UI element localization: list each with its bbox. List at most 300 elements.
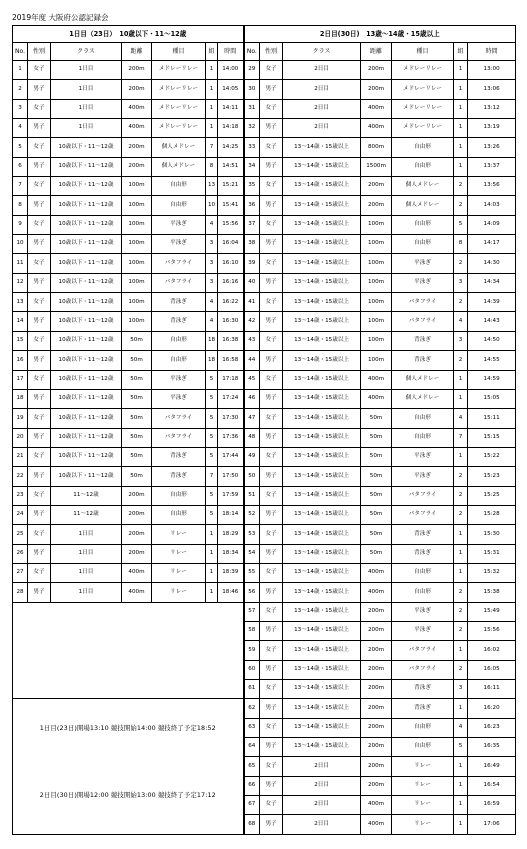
day2-heat-cell: 2 — [454, 660, 468, 679]
day1-gender-cell: 女子 — [28, 486, 51, 505]
day2-heat-cell: 1 — [454, 776, 468, 795]
day1-gender-cell: 男子 — [28, 312, 51, 331]
day1-time-cell: 17:59 — [218, 486, 244, 505]
day2-distance-cell: 200m — [361, 757, 392, 776]
day1-heat-cell: 4 — [206, 293, 218, 312]
day1-heat-cell: 10 — [206, 196, 218, 215]
day1-heat-cell: 18 — [206, 351, 218, 370]
day1-no-cell: 1 — [13, 61, 28, 80]
day2-distance-cell: 1500m — [361, 157, 392, 176]
day2-time-cell: 15:38 — [468, 583, 516, 602]
schedule-row — [13, 602, 516, 621]
column-header-row — [13, 43, 516, 61]
day1-gender-cell: 女子 — [28, 138, 51, 157]
day2-class-cell: 13〜14歳・15歳以上 — [283, 389, 361, 408]
day2-heat-cell: 2 — [454, 486, 468, 505]
day2-col-heat-header: 組 — [454, 43, 468, 61]
day2-event-cell: バタフライ — [392, 312, 454, 331]
day1-gender-cell: 男子 — [28, 428, 51, 447]
day2-event-cell: 平泳ぎ — [392, 602, 454, 621]
day2-event-cell: 自由形 — [392, 583, 454, 602]
day1-heat-cell: 4 — [206, 312, 218, 331]
day1-class-cell: 10歳以下・11〜12歳 — [51, 177, 122, 196]
day2-heat-cell: 5 — [454, 738, 468, 757]
day1-distance-cell: 200m — [122, 61, 152, 80]
schedule-row — [13, 351, 516, 370]
day2-event-cell: 個人メドレー — [392, 389, 454, 408]
day1-gender-cell: 女子 — [28, 331, 51, 350]
day2-time-cell: 16:11 — [468, 680, 516, 699]
day2-time-cell: 16:20 — [468, 699, 516, 718]
day1-class-cell: 11〜12歳 — [51, 505, 122, 524]
day2-class-cell: 13〜14歳・15歳以上 — [283, 699, 361, 718]
day1-gender-cell: 女子 — [28, 525, 51, 544]
day2-distance-cell: 400m — [361, 583, 392, 602]
day2-event-cell: 背泳ぎ — [392, 351, 454, 370]
day1-no-cell: 12 — [13, 273, 28, 292]
day1-class-cell: 1日目 — [51, 525, 122, 544]
day2-time-cell: 13:26 — [468, 138, 516, 157]
day2-no-cell: 51 — [244, 486, 260, 505]
day1-class-cell: 10歳以下・11〜12歳 — [51, 138, 122, 157]
day1-empty-cell — [13, 602, 244, 621]
day2-distance-cell: 200m — [361, 738, 392, 757]
day2-distance-cell: 400m — [361, 815, 392, 835]
day2-no-cell: 31 — [244, 99, 260, 118]
day2-no-cell: 48 — [244, 428, 260, 447]
day2-no-cell: 32 — [244, 119, 260, 138]
day2-time-cell: 13:00 — [468, 61, 516, 80]
day1-event-cell: 自由形 — [152, 351, 206, 370]
day2-gender-cell: 女子 — [260, 409, 283, 428]
day1-event-cell: バタフライ — [152, 409, 206, 428]
day2-distance-cell: 200m — [361, 680, 392, 699]
day2-class-cell: 2日目 — [283, 61, 361, 80]
day1-heat-cell: 1 — [206, 80, 218, 99]
day2-class-cell: 13〜14歳・15歳以上 — [283, 196, 361, 215]
schedule-row — [13, 61, 516, 80]
day2-no-cell: 45 — [244, 370, 260, 389]
day2-no-cell: 67 — [244, 796, 260, 815]
day1-time-cell: 15:41 — [218, 196, 244, 215]
schedule-row — [13, 254, 516, 273]
day1-time-cell: 16:04 — [218, 235, 244, 254]
day1-time-cell: 15:21 — [218, 177, 244, 196]
day1-distance-cell: 200m — [122, 525, 152, 544]
schedule-row — [13, 331, 516, 350]
day2-event-cell: 平泳ぎ — [392, 447, 454, 466]
day1-time-cell: 14:51 — [218, 157, 244, 176]
schedule-row — [13, 486, 516, 505]
schedule-row — [13, 389, 516, 408]
schedule-row — [13, 641, 516, 660]
day1-distance-cell: 100m — [122, 177, 152, 196]
day2-distance-cell: 400m — [361, 796, 392, 815]
day2-heat-cell: 1 — [454, 815, 468, 835]
day1-event-cell: バタフライ — [152, 428, 206, 447]
day1-class-cell: 10歳以下・11〜12歳 — [51, 409, 122, 428]
day1-distance-cell: 200m — [122, 544, 152, 563]
day2-gender-cell: 男子 — [260, 80, 283, 99]
day2-class-cell: 13〜14歳・15歳以上 — [283, 428, 361, 447]
day1-heat-cell: 18 — [206, 331, 218, 350]
day2-class-cell: 13〜14歳・15歳以上 — [283, 370, 361, 389]
day1-distance-cell: 200m — [122, 505, 152, 524]
day2-event-cell: リレー — [392, 815, 454, 835]
day2-heat-cell: 1 — [454, 757, 468, 776]
schedule-row — [13, 80, 516, 99]
day2-class-cell: 13〜14歳・15歳以上 — [283, 583, 361, 602]
day1-no-cell: 14 — [13, 312, 28, 331]
schedule-row — [13, 680, 516, 699]
day1-heat-cell: 8 — [206, 157, 218, 176]
day1-time-cell: 16:58 — [218, 351, 244, 370]
day1-heat-cell: 1 — [206, 99, 218, 118]
day2-no-cell: 61 — [244, 680, 260, 699]
day2-time-cell: 16:05 — [468, 660, 516, 679]
day2-class-cell: 13〜14歳・15歳以上 — [283, 525, 361, 544]
day1-event-cell: リレー — [152, 583, 206, 602]
day2-no-cell: 38 — [244, 235, 260, 254]
day1-time-cell: 14:00 — [218, 61, 244, 80]
day2-heat-cell: 2 — [454, 177, 468, 196]
day2-time-cell: 15:31 — [468, 544, 516, 563]
day2-session-note: 2日目(30日)開場12:00 競技開始13:00 競技終了予定17:12 — [13, 757, 244, 835]
day1-empty-cell — [13, 680, 244, 699]
day2-event-cell: 平泳ぎ — [392, 621, 454, 640]
day1-event-cell: 自由形 — [152, 505, 206, 524]
day1-distance-cell: 50m — [122, 428, 152, 447]
day1-gender-cell: 女子 — [28, 254, 51, 273]
day1-event-cell: 平泳ぎ — [152, 215, 206, 234]
day2-event-cell: 背泳ぎ — [392, 699, 454, 718]
day1-no-cell: 8 — [13, 196, 28, 215]
day2-no-cell: 68 — [244, 815, 260, 835]
day2-no-cell: 50 — [244, 467, 260, 486]
day1-heat-cell: 1 — [206, 61, 218, 80]
day2-event-cell: リレー — [392, 776, 454, 795]
day1-distance-cell: 100m — [122, 196, 152, 215]
day2-time-cell: 14:43 — [468, 312, 516, 331]
schedule-row — [13, 525, 516, 544]
day2-no-cell: 49 — [244, 447, 260, 466]
day2-heat-cell: 2 — [454, 254, 468, 273]
day2-gender-cell: 男子 — [260, 389, 283, 408]
schedule-row — [13, 138, 516, 157]
day1-gender-cell: 男子 — [28, 544, 51, 563]
day2-class-cell: 13〜14歳・15歳以上 — [283, 467, 361, 486]
day1-no-cell: 22 — [13, 467, 28, 486]
day2-event-cell: メドレーリレー — [392, 119, 454, 138]
day2-event-cell: メドレーリレー — [392, 99, 454, 118]
day2-time-cell: 15:30 — [468, 525, 516, 544]
day2-no-cell: 65 — [244, 757, 260, 776]
day1-distance-cell: 400m — [122, 583, 152, 602]
day2-no-cell: 52 — [244, 505, 260, 524]
day1-distance-cell: 50m — [122, 351, 152, 370]
day1-class-cell: 10歳以下・11〜12歳 — [51, 293, 122, 312]
day1-no-cell: 27 — [13, 563, 28, 582]
day1-gender-cell: 男子 — [28, 80, 51, 99]
day2-heat-cell: 7 — [454, 428, 468, 447]
day1-no-cell: 16 — [13, 351, 28, 370]
day1-gender-cell: 女子 — [28, 99, 51, 118]
day1-time-cell: 16:16 — [218, 273, 244, 292]
day2-no-cell: 53 — [244, 525, 260, 544]
day2-time-cell: 14:09 — [468, 215, 516, 234]
day2-no-cell: 62 — [244, 699, 260, 718]
day2-gender-cell: 女子 — [260, 641, 283, 660]
day1-distance-cell: 50m — [122, 447, 152, 466]
day1-distance-cell: 100m — [122, 312, 152, 331]
day1-no-cell: 26 — [13, 544, 28, 563]
day1-no-cell: 6 — [13, 157, 28, 176]
day2-distance-cell: 50m — [361, 447, 392, 466]
day2-distance-cell: 200m — [361, 177, 392, 196]
day2-event-cell: 背泳ぎ — [392, 544, 454, 563]
day1-distance-cell: 400m — [122, 119, 152, 138]
schedule-row — [13, 177, 516, 196]
day1-distance-cell: 50m — [122, 467, 152, 486]
day1-class-cell: 10歳以下・11〜12歳 — [51, 312, 122, 331]
day1-col-distance-header: 距離 — [122, 43, 152, 61]
day2-time-cell: 16:54 — [468, 776, 516, 795]
day1-no-cell: 3 — [13, 99, 28, 118]
day2-event-cell: 自由形 — [392, 563, 454, 582]
day2-event-cell: 背泳ぎ — [392, 525, 454, 544]
day2-gender-cell: 女子 — [260, 177, 283, 196]
day2-time-cell: 15:28 — [468, 505, 516, 524]
day2-class-cell: 13〜14歳・15歳以上 — [283, 351, 361, 370]
day2-col-time-header: 時間 — [468, 43, 516, 61]
schedule-table — [12, 25, 516, 835]
schedule-row — [13, 428, 516, 447]
day2-gender-cell: 女子 — [260, 602, 283, 621]
day1-event-cell: 自由形 — [152, 486, 206, 505]
schedule-body — [13, 26, 516, 835]
day2-gender-cell: 男子 — [260, 273, 283, 292]
day1-gender-cell: 女子 — [28, 370, 51, 389]
day1-col-gender-header: 性別 — [28, 43, 51, 61]
day1-distance-cell: 200m — [122, 486, 152, 505]
day2-heat-cell: 2 — [454, 467, 468, 486]
day2-time-cell: 16:23 — [468, 718, 516, 737]
document-title: 2019年度 大阪府公認記録会 — [12, 13, 109, 22]
day1-class-cell: 10歳以下・11〜12歳 — [51, 196, 122, 215]
schedule-row — [13, 583, 516, 602]
day2-event-cell: 自由形 — [392, 409, 454, 428]
day1-gender-cell: 女子 — [28, 293, 51, 312]
day2-col-distance-header: 距離 — [361, 43, 392, 61]
day2-gender-cell: 女子 — [260, 447, 283, 466]
day2-heat-cell: 2 — [454, 505, 468, 524]
schedule-row — [13, 757, 516, 776]
day2-event-cell: バタフライ — [392, 293, 454, 312]
day2-gender-cell: 男子 — [260, 660, 283, 679]
day2-gender-cell: 男子 — [260, 312, 283, 331]
schedule-row — [13, 621, 516, 640]
day1-no-cell: 24 — [13, 505, 28, 524]
day1-event-cell: バタフライ — [152, 273, 206, 292]
day1-class-cell: 10歳以下・11〜12歳 — [51, 273, 122, 292]
day1-gender-cell: 男子 — [28, 389, 51, 408]
schedule-row — [13, 99, 516, 118]
day2-heat-cell: 3 — [454, 331, 468, 350]
day1-event-cell: メドレーリレー — [152, 61, 206, 80]
day2-col-gender-header: 性別 — [260, 43, 283, 61]
day2-distance-cell: 200m — [361, 602, 392, 621]
day1-no-cell: 19 — [13, 409, 28, 428]
day1-heat-cell: 5 — [206, 389, 218, 408]
day2-no-cell: 41 — [244, 293, 260, 312]
day1-class-cell: 1日目 — [51, 99, 122, 118]
day2-heat-cell: 3 — [454, 273, 468, 292]
day2-distance-cell: 50m — [361, 467, 392, 486]
day2-gender-cell: 女子 — [260, 61, 283, 80]
day2-time-cell: 17:06 — [468, 815, 516, 835]
day1-class-cell: 1日目 — [51, 61, 122, 80]
day2-time-cell: 15:32 — [468, 563, 516, 582]
day2-heat-cell: 4 — [454, 409, 468, 428]
day2-event-cell: 個人メドレー — [392, 177, 454, 196]
day2-distance-cell: 50m — [361, 505, 392, 524]
day2-distance-cell: 400m — [361, 119, 392, 138]
day2-gender-cell: 女子 — [260, 486, 283, 505]
day2-distance-cell: 100m — [361, 312, 392, 331]
day2-time-cell: 14:39 — [468, 293, 516, 312]
day1-heat-cell: 1 — [206, 544, 218, 563]
day1-gender-cell: 女子 — [28, 177, 51, 196]
day2-col-no-header: No. — [244, 43, 260, 61]
day1-no-cell: 15 — [13, 331, 28, 350]
day2-gender-cell: 女子 — [260, 99, 283, 118]
day1-gender-cell: 男子 — [28, 196, 51, 215]
day2-event-cell: 自由形 — [392, 215, 454, 234]
day2-no-cell: 29 — [244, 61, 260, 80]
day1-time-cell: 18:34 — [218, 544, 244, 563]
day1-gender-cell: 男子 — [28, 351, 51, 370]
day1-class-cell: 1日目 — [51, 80, 122, 99]
day2-no-cell: 60 — [244, 660, 260, 679]
day1-header: 1日目（23日） 10歳以下・11〜12歳 — [13, 26, 244, 43]
day1-distance-cell: 200m — [122, 157, 152, 176]
day2-heat-cell: 8 — [454, 235, 468, 254]
day2-time-cell: 15:25 — [468, 486, 516, 505]
schedule-row — [13, 273, 516, 292]
day2-gender-cell: 男子 — [260, 738, 283, 757]
day2-heat-cell: 1 — [454, 119, 468, 138]
day1-time-cell: 14:18 — [218, 119, 244, 138]
day2-heat-cell: 4 — [454, 718, 468, 737]
schedule-row — [13, 196, 516, 215]
day2-class-cell: 13〜14歳・15歳以上 — [283, 680, 361, 699]
day2-distance-cell: 200m — [361, 61, 392, 80]
day2-no-cell: 44 — [244, 351, 260, 370]
day1-heat-cell: 7 — [206, 138, 218, 157]
day1-gender-cell: 女子 — [28, 409, 51, 428]
day2-distance-cell: 100m — [361, 215, 392, 234]
day1-class-cell: 10歳以下・11〜12歳 — [51, 157, 122, 176]
day2-event-cell: 自由形 — [392, 718, 454, 737]
day2-no-cell: 34 — [244, 157, 260, 176]
day1-time-cell: 16:38 — [218, 331, 244, 350]
day2-class-cell: 13〜14歳・15歳以上 — [283, 602, 361, 621]
day2-heat-cell: 1 — [454, 99, 468, 118]
day1-class-cell: 10歳以下・11〜12歳 — [51, 467, 122, 486]
schedule-row — [13, 293, 516, 312]
day2-class-cell: 13〜14歳・15歳以上 — [283, 235, 361, 254]
day2-class-cell: 13〜14歳・15歳以上 — [283, 157, 361, 176]
schedule-row — [13, 157, 516, 176]
day2-gender-cell: 女子 — [260, 757, 283, 776]
schedule-row — [13, 119, 516, 138]
day1-class-cell: 1日目 — [51, 119, 122, 138]
day2-gender-cell: 女子 — [260, 796, 283, 815]
day1-no-cell: 18 — [13, 389, 28, 408]
day1-no-cell: 9 — [13, 215, 28, 234]
day2-no-cell: 64 — [244, 738, 260, 757]
day1-empty-cell — [13, 641, 244, 660]
day1-time-cell: 18:39 — [218, 563, 244, 582]
day2-distance-cell: 400m — [361, 370, 392, 389]
day2-event-cell: 自由形 — [392, 157, 454, 176]
day1-no-cell: 7 — [13, 177, 28, 196]
day2-no-cell: 59 — [244, 641, 260, 660]
day2-gender-cell: 女子 — [260, 525, 283, 544]
day2-distance-cell: 50m — [361, 486, 392, 505]
day1-distance-cell: 200m — [122, 138, 152, 157]
day1-distance-cell: 50m — [122, 370, 152, 389]
day1-event-cell: リレー — [152, 525, 206, 544]
day1-gender-cell: 女子 — [28, 447, 51, 466]
day2-time-cell: 16:35 — [468, 738, 516, 757]
day2-no-cell: 57 — [244, 602, 260, 621]
day2-class-cell: 13〜14歳・15歳以上 — [283, 273, 361, 292]
schedule-row — [13, 467, 516, 486]
day1-no-cell: 5 — [13, 138, 28, 157]
day2-distance-cell: 100m — [361, 273, 392, 292]
day2-heat-cell: 1 — [454, 157, 468, 176]
day2-gender-cell: 男子 — [260, 544, 283, 563]
day2-class-cell: 2日目 — [283, 757, 361, 776]
day1-no-cell: 13 — [13, 293, 28, 312]
day2-class-cell: 2日目 — [283, 796, 361, 815]
schedule-row — [13, 447, 516, 466]
day2-distance-cell: 200m — [361, 699, 392, 718]
day1-event-cell: メドレーリレー — [152, 80, 206, 99]
day1-class-cell: 10歳以下・11〜12歳 — [51, 254, 122, 273]
day2-class-cell: 2日目 — [283, 815, 361, 835]
day2-class-cell: 13〜14歳・15歳以上 — [283, 447, 361, 466]
day2-class-cell: 2日目 — [283, 80, 361, 99]
day1-event-cell: メドレーリレー — [152, 99, 206, 118]
day1-event-cell: 背泳ぎ — [152, 293, 206, 312]
day2-class-cell: 2日目 — [283, 776, 361, 795]
day2-col-class-header: クラス — [283, 43, 361, 61]
day1-class-cell: 10歳以下・11〜12歳 — [51, 351, 122, 370]
day2-heat-cell: 5 — [454, 215, 468, 234]
day1-distance-cell: 100m — [122, 293, 152, 312]
day1-event-cell: 背泳ぎ — [152, 312, 206, 331]
day1-gender-cell: 男子 — [28, 235, 51, 254]
day2-class-cell: 13〜14歳・15歳以上 — [283, 177, 361, 196]
day1-heat-cell: 3 — [206, 235, 218, 254]
day1-distance-cell: 100m — [122, 215, 152, 234]
day2-col-event-header: 種目 — [392, 43, 454, 61]
day2-time-cell: 14:30 — [468, 254, 516, 273]
day2-distance-cell: 200m — [361, 660, 392, 679]
day2-time-cell: 14:59 — [468, 370, 516, 389]
